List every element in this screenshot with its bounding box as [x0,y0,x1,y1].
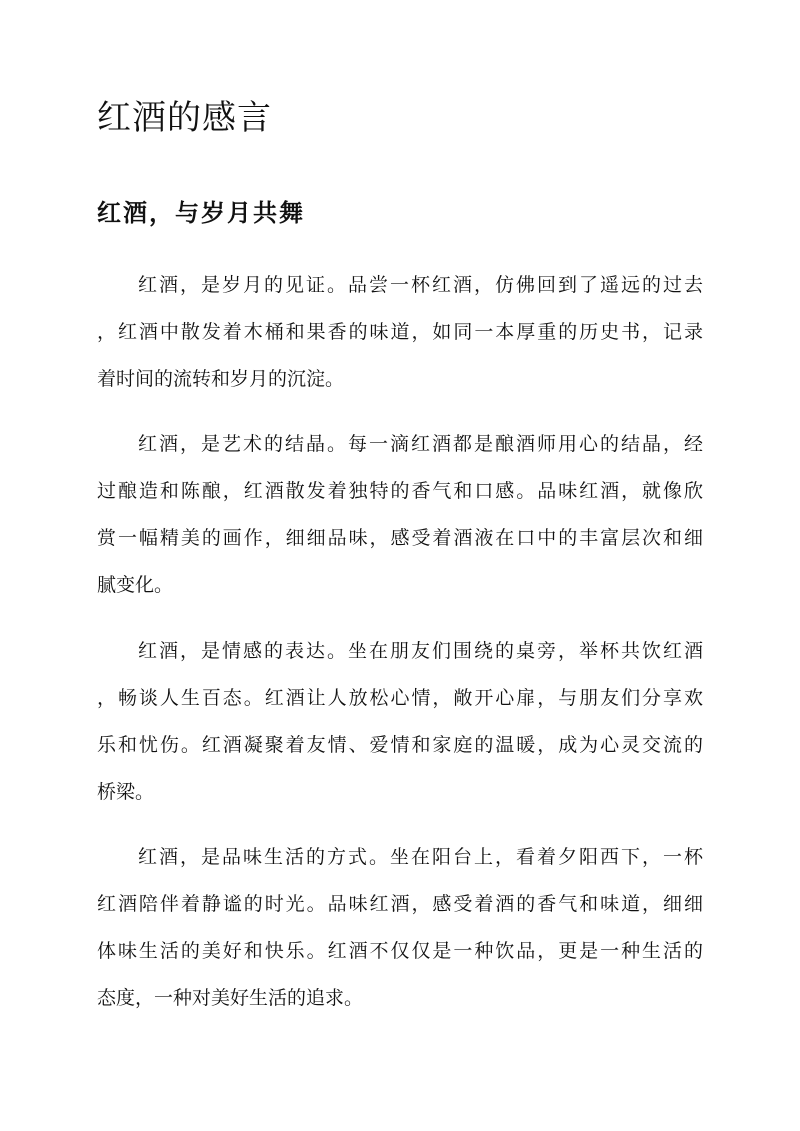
paragraph-line: 红酒，是艺术的结晶。每一滴红酒都是酿酒师用心的结晶，经 [138,433,703,455]
paragraph-line: 腻变化。 [97,574,174,596]
paragraph-1 [97,262,703,403]
paragraph-line: 乐和忧伤。红酒凝聚着友情、爱情和家庭的温暖，成为心灵交流的 [97,734,703,756]
paragraph-line: ，畅谈人生百态。红酒让人放松心情，敞开心扉，与朋友们分享欢 [97,687,703,709]
paragraph-line: 红酒陪伴着静谧的时光。品味红酒，感受着酒的香气和味道，细细 [97,893,703,915]
paragraph-line: ，红酒中散发着木桶和果香的味道，如同一本厚重的历史书，记录 [97,321,703,343]
paragraph-line: 红酒，是情感的表达。坐在朋友们围绕的桌旁，举杯共饮红酒 [138,640,703,662]
paragraph-line: 态度，一种对美好生活的追求。 [97,987,364,1009]
paragraph-line: 红酒，是岁月的见证。品尝一杯红酒，仿佛回到了遥远的过去 [138,274,703,296]
document-title: 红酒的感言 [97,98,272,138]
paragraph-line: 过酿造和陈酿，红酒散发着独特的香气和口感。品味红酒，就像欣 [97,480,703,502]
paragraph-line: 着时间的流转和岁月的沉淀。 [97,368,345,390]
paragraph-line: 桥梁。 [97,781,155,803]
section-heading: 红酒，与岁月共舞 [97,198,305,227]
paragraph-3 [97,628,703,816]
paragraph-line: 赏一幅精美的画作，细细品味，感受着酒液在口中的丰富层次和细 [97,527,703,549]
paragraph-line: 体味生活的美好和快乐。红酒不仅仅是一种饮品，更是一种生活的 [97,940,703,962]
paragraph-2 [97,421,703,609]
paragraph-line: 红酒，是品味生活的方式。坐在阳台上，看着夕阳西下，一杯 [138,846,703,868]
paragraph-4 [97,834,703,1022]
